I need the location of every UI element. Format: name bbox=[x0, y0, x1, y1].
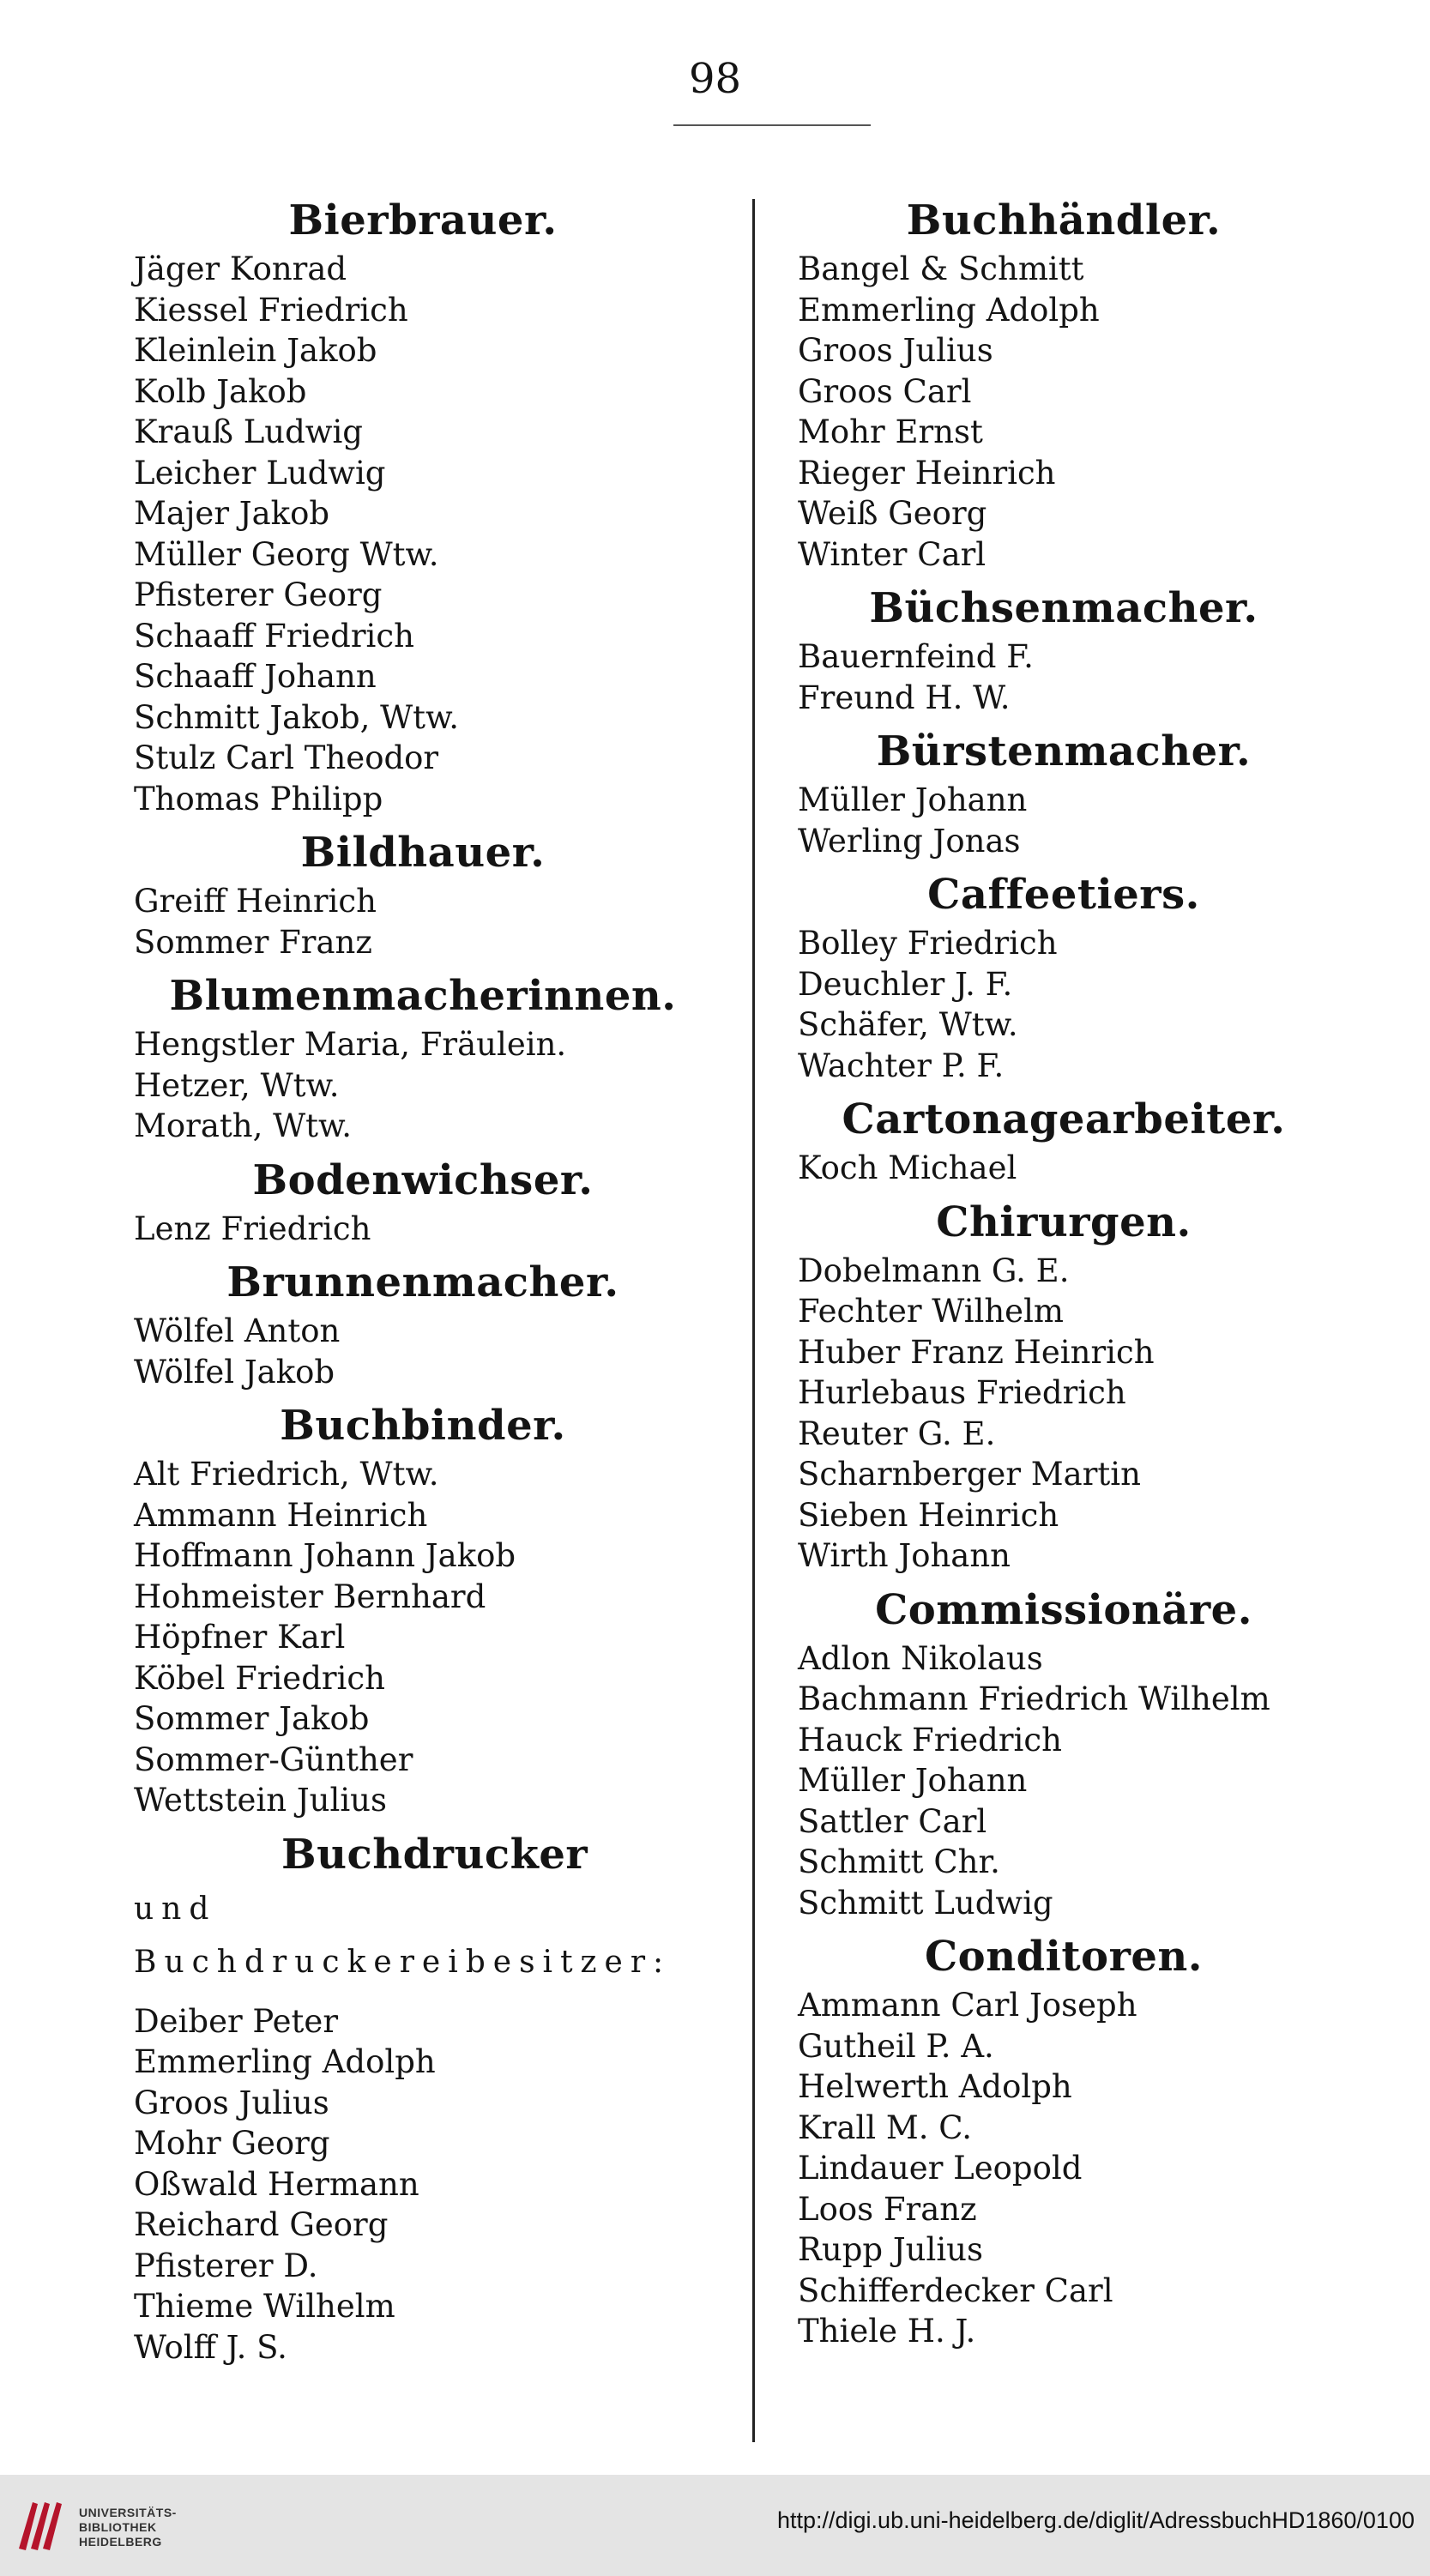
header-rule bbox=[673, 124, 871, 126]
directory-section bbox=[110, 1254, 736, 1392]
directory-entry: Thieme Wilhelm bbox=[134, 2288, 395, 2325]
directory-entry: Gutheil P. A. bbox=[798, 2027, 994, 2065]
directory-entry: Schäfer, Wtw. bbox=[798, 1006, 1018, 1043]
directory-entry: Hoffmann Johann Jakob bbox=[134, 1537, 516, 1574]
directory-entry: Weiß Georg bbox=[798, 495, 987, 532]
source-url-link[interactable]: http://digi.ub.uni-heidelberg.de/diglit/AdressbuchHD1860/0100 bbox=[776, 2507, 1415, 2533]
directory-entry: Groos Julius bbox=[798, 332, 993, 369]
directory-entry: Wölfel Jakob bbox=[134, 1353, 335, 1391]
column-divider bbox=[752, 199, 755, 2442]
logo-line: UNIVERSITÄTS- bbox=[79, 2506, 177, 2519]
directory-entry: Thiele H. J. bbox=[798, 2313, 976, 2350]
directory-entry: Müller Georg Wtw. bbox=[134, 535, 439, 573]
page-number: 98 bbox=[688, 55, 742, 103]
directory-entry: Kleinlein Jakob bbox=[134, 332, 377, 369]
directory-section bbox=[110, 192, 736, 819]
directory-entry: Schaaff Johann bbox=[134, 658, 377, 695]
directory-entry: Rupp Julius bbox=[798, 2231, 983, 2268]
directory-entry: Majer Jakob bbox=[134, 495, 330, 532]
logo-line: HEIDELBERG bbox=[79, 2535, 162, 2549]
directory-entry: Werling Jonas bbox=[798, 822, 1021, 860]
directory-entry: Sattler Carl bbox=[798, 1802, 987, 1840]
library-logo-icon bbox=[15, 2497, 63, 2552]
directory-entry: Oßwald Hermann bbox=[134, 2165, 419, 2203]
directory-entry: Hetzer, Wtw. bbox=[134, 1066, 340, 1104]
directory-entry: Stulz Carl Theodor bbox=[134, 739, 439, 776]
directory-entry: Ammann Heinrich bbox=[134, 1496, 428, 1534]
section-heading: Büchsenmacher. bbox=[869, 584, 1258, 632]
directory-entry: Emmerling Adolph bbox=[798, 291, 1100, 329]
directory-entry: Höpfner Karl bbox=[134, 1619, 346, 1656]
directory-entry: Reuter G. E. bbox=[798, 1415, 996, 1452]
directory-entry: Krall M. C. bbox=[798, 2108, 972, 2146]
directory-entry: Müller Johann bbox=[798, 1762, 1028, 1799]
section-heading: Bürstenmacher. bbox=[876, 727, 1252, 775]
directory-entry: Pfisterer D. bbox=[134, 2247, 318, 2284]
library-logo-text bbox=[79, 2506, 177, 2549]
directory-section bbox=[110, 1826, 736, 2368]
directory-entry: Müller Johann bbox=[798, 781, 1028, 818]
directory-entry: Scharnberger Martin bbox=[798, 1456, 1141, 1493]
directory-entry: Emmerling Adolph bbox=[134, 2043, 436, 2080]
directory-entry: Schmitt Jakob, Wtw. bbox=[134, 698, 460, 736]
directory-entry: Huber Franz Heinrich bbox=[798, 1333, 1155, 1371]
directory-entry: Schmitt Ludwig bbox=[798, 1884, 1053, 1921]
directory-entry: Wölfel Anton bbox=[134, 1312, 341, 1349]
section-heading: Bildhauer. bbox=[300, 829, 546, 877]
directory-entry: Freund H. W. bbox=[798, 679, 1011, 716]
directory-section bbox=[789, 1194, 1338, 1577]
directory-entry: Kolb Jakob bbox=[134, 372, 307, 410]
directory-entry: Sommer-Günther bbox=[134, 1740, 413, 1778]
directory-section bbox=[789, 866, 1338, 1086]
directory-entry: Reichard Georg bbox=[134, 2206, 389, 2243]
directory-entry: Mohr Georg bbox=[134, 2125, 330, 2162]
directory-entry: Wirth Johann bbox=[798, 1537, 1011, 1574]
section-subheading: und Buchdruckereibesitzer: bbox=[134, 1891, 672, 1980]
directory-entry: Lindauer Leopold bbox=[798, 2150, 1083, 2187]
directory-section bbox=[789, 723, 1338, 861]
directory-entry: Helwerth Adolph bbox=[798, 2068, 1072, 2105]
directory-entry: Wachter P. F. bbox=[798, 1047, 1005, 1084]
directory-section bbox=[789, 1928, 1338, 2352]
directory-section bbox=[789, 192, 1338, 575]
directory-entry: Bolley Friedrich bbox=[798, 925, 1058, 962]
directory-entry: Bangel & Schmitt bbox=[798, 250, 1084, 287]
directory-entry: Wolff J. S. bbox=[134, 2328, 287, 2366]
section-heading: Bierbrauer. bbox=[288, 196, 558, 244]
directory-entry: Bauernfeind F. bbox=[798, 638, 1034, 675]
directory-entry: Köbel Friedrich bbox=[134, 1659, 385, 1697]
directory-entry: Pfisterer Georg bbox=[134, 576, 383, 613]
directory-entry: Ammann Carl Joseph bbox=[798, 1987, 1137, 2024]
directory-entry: Jäger Konrad bbox=[134, 250, 347, 287]
section-heading: Buchdrucker bbox=[281, 1830, 588, 1879]
directory-entry: Groos Julius bbox=[134, 2084, 329, 2121]
directory-entry: Mohr Ernst bbox=[798, 413, 983, 450]
directory-entry: Sieben Heinrich bbox=[798, 1496, 1059, 1534]
directory-entry: Adlon Nikolaus bbox=[798, 1639, 1043, 1677]
section-heading: Bodenwichser. bbox=[252, 1155, 594, 1204]
directory-section bbox=[110, 968, 736, 1147]
directory-entry: Dobelmann G. E. bbox=[798, 1252, 1070, 1289]
directory-entry: Leicher Ludwig bbox=[134, 454, 386, 492]
directory-section bbox=[789, 1091, 1338, 1189]
directory-section bbox=[110, 1152, 736, 1250]
section-heading: Cartonagearbeiter. bbox=[842, 1095, 1286, 1143]
section-heading: Chirurgen. bbox=[936, 1198, 1192, 1246]
left-column bbox=[110, 187, 736, 2368]
directory-section bbox=[110, 824, 736, 962]
section-heading: Brunnenmacher. bbox=[226, 1258, 619, 1306]
directory-entry: Winter Carl bbox=[798, 535, 987, 573]
directory-entry: Hohmeister Bernhard bbox=[134, 1578, 486, 1615]
section-heading: Blumenmacherinnen. bbox=[169, 972, 677, 1020]
footer-bar bbox=[0, 2475, 1430, 2576]
directory-entry: Kiessel Friedrich bbox=[134, 291, 408, 329]
directory-entry: Koch Michael bbox=[798, 1149, 1017, 1186]
directory-entry: Schmitt Chr. bbox=[798, 1843, 1000, 1880]
directory-entry: Alt Friedrich, Wtw. bbox=[134, 1456, 439, 1493]
directory-entry: Deuchler J. F. bbox=[798, 965, 1013, 1003]
section-heading: Commissionäre. bbox=[875, 1585, 1252, 1634]
directory-entry: Morath, Wtw. bbox=[134, 1107, 353, 1144]
right-column bbox=[789, 187, 1338, 2352]
directory-entry: Greiff Heinrich bbox=[134, 883, 377, 920]
logo-line: BIBLIOTHEK bbox=[79, 2520, 157, 2534]
directory-entry: Rieger Heinrich bbox=[798, 454, 1056, 492]
directory-entry: Fechter Wilhelm bbox=[798, 1293, 1065, 1330]
directory-entry: Hengstler Maria, Fräulein. bbox=[134, 1026, 567, 1063]
directory-entry: Thomas Philipp bbox=[134, 780, 383, 817]
directory-section bbox=[110, 1397, 736, 1821]
directory-entry: Hauck Friedrich bbox=[798, 1721, 1062, 1759]
directory-entry: Deiber Peter bbox=[134, 2002, 339, 2040]
directory-section bbox=[789, 1582, 1338, 1924]
directory-entry: Hurlebaus Friedrich bbox=[798, 1374, 1126, 1411]
section-heading: Caffeetiers. bbox=[927, 871, 1200, 919]
directory-entry: Loos Franz bbox=[798, 2190, 977, 2228]
directory-entry: Krauß Ludwig bbox=[134, 413, 363, 450]
directory-entry: Groos Carl bbox=[798, 372, 972, 410]
directory-entry: Sommer Jakob bbox=[134, 1700, 370, 1737]
directory-entry: Schaaff Friedrich bbox=[134, 617, 414, 655]
section-heading: Buchbinder. bbox=[280, 1402, 566, 1450]
directory-section bbox=[789, 580, 1338, 718]
directory-entry: Schifferdecker Carl bbox=[798, 2271, 1113, 2309]
section-heading: Conditoren. bbox=[924, 1933, 1204, 1981]
directory-entry: Sommer Franz bbox=[134, 923, 372, 961]
section-heading: Buchhändler. bbox=[906, 196, 1222, 244]
directory-entry: Wettstein Julius bbox=[134, 1782, 387, 1819]
directory-entry: Bachmann Friedrich Wilhelm bbox=[798, 1680, 1270, 1717]
directory-entry: Lenz Friedrich bbox=[134, 1210, 371, 1247]
